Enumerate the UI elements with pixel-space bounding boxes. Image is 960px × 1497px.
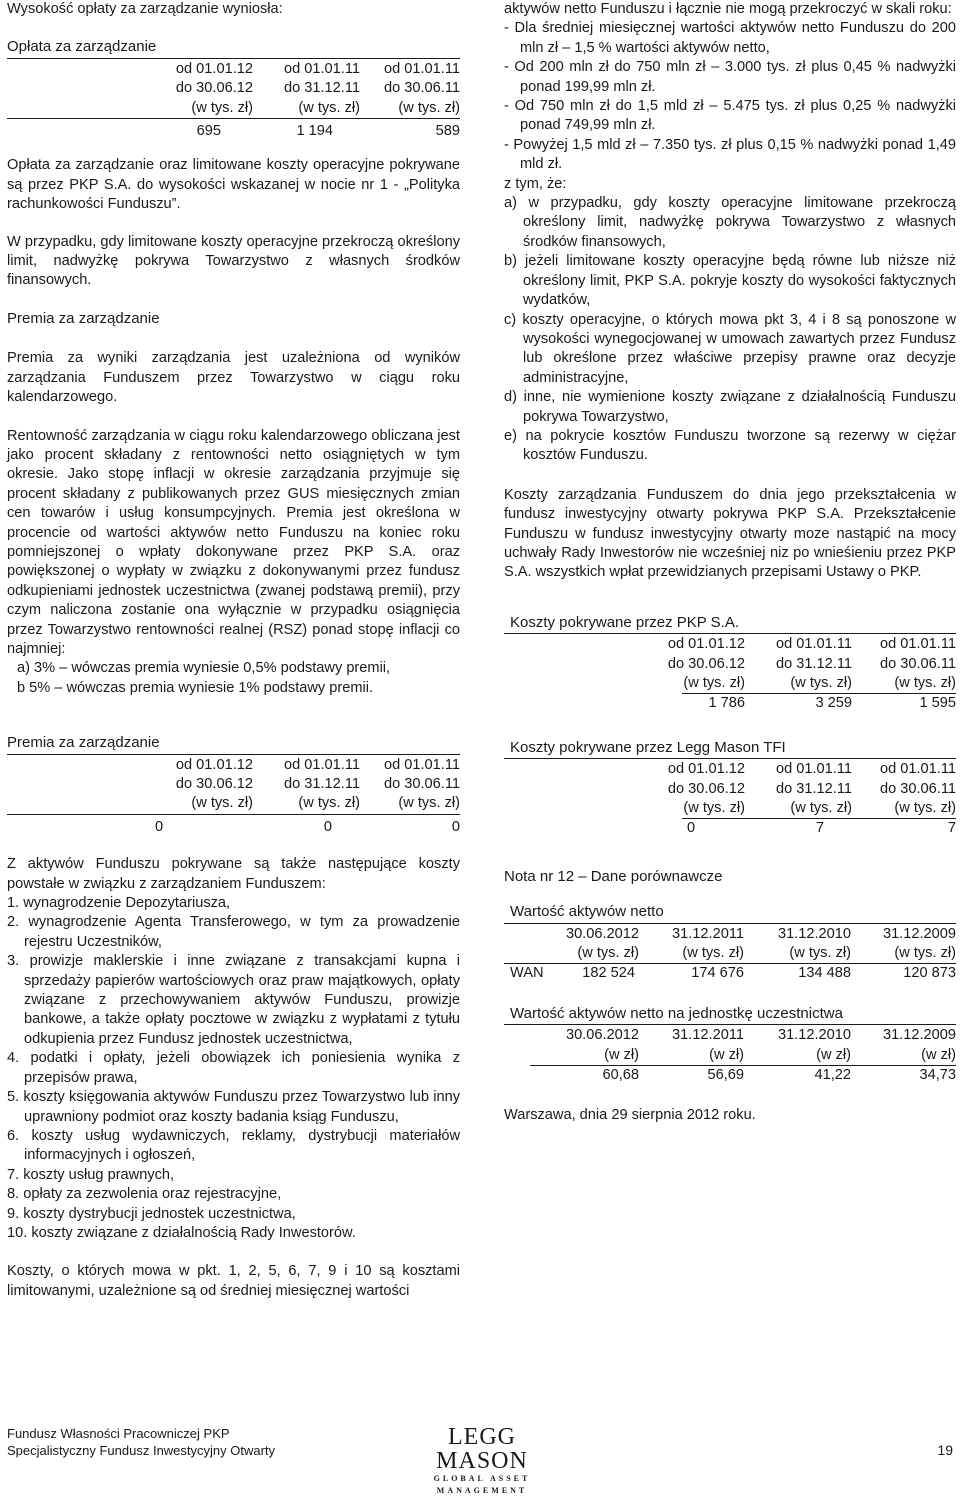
premium-col-3-h1: od 01.01.11 <box>383 756 460 773</box>
pkp-value-2: 3 259 <box>815 695 852 712</box>
premium-col-1-h3: (w tys. zł) <box>191 795 253 812</box>
premium-col-1-h2: do 30.06.12 <box>175 776 253 792</box>
list-item: - Dla średniej miesięcznej wartości aktywów netto Funduszu do 200 mln zł – 1,5 % wartości aktywów netto, <box>504 20 956 56</box>
pkp-costs-header-row-1 <box>504 635 956 654</box>
list-item: c) koszty operacyjne, o których mowa pkt 3, 4 i 8 są ponoszone w wysokości wynegocjowanej w umowach zawartych przez Fundusz lub określone przez właściwe przepisy prawne oraz decyzje administracyjne, <box>504 311 956 386</box>
wan-row-label: WAN <box>510 965 544 982</box>
list-item: a) w przypadku, gdy koszty operacyjne limitowane przekroczą określony limit, nadwyżkę pokrywa Towarzystwo z własnych środków finansowych, <box>504 195 956 250</box>
pkp-costs-header-row-2 <box>504 655 956 674</box>
list-item: 1. wynagrodzenie Depozytariusza, <box>7 895 231 912</box>
unit-value-dates-row <box>504 1026 956 1045</box>
wan-value-4: 120 873 <box>903 965 956 982</box>
left-column <box>7 0 460 1301</box>
pkp-col-2-h3: (w tys. zł) <box>790 675 852 691</box>
lm-value-3: 7 <box>947 820 956 837</box>
wan-unit-1: (w tys. zł) <box>577 945 639 962</box>
lm-costs-header-row-1 <box>504 760 956 779</box>
page-number: 19 <box>937 1442 953 1458</box>
unit-unit-1: (w zł) <box>604 1046 639 1063</box>
pkp-costs-table <box>504 613 956 714</box>
premium-col-2-h2: do 31.12.11 <box>283 776 360 792</box>
unit-date-3: 31.12.2010 <box>777 1027 851 1044</box>
pkp-value-1: 1 786 <box>708 695 745 712</box>
lm-value-2: 7 <box>815 820 824 837</box>
pkp-col-3-h3: (w tys. zł) <box>894 675 956 691</box>
wan-value-2: 174 676 <box>691 965 744 982</box>
lm-col-2-h1: od 01.01.11 <box>775 761 852 778</box>
page-footer <box>7 1425 275 1459</box>
lm-value-1: 0 <box>687 820 696 837</box>
net-assets-table <box>504 902 956 984</box>
unit-unit-4: (w zł) <box>921 1046 956 1063</box>
list-item: 9. koszty dystrybucji jednostek uczestnictwa, <box>7 1205 296 1222</box>
list-item: 5. koszty księgowania aktywów Funduszu przez Towarzystwo lub inny uprawniony podmiot oraz koszty badania ksiąg Funduszu, <box>7 1089 460 1125</box>
pkp-costs-title: Koszty pokrywane przez PKP S.A. <box>504 613 956 634</box>
fee-col-2-h1: od 01.01.11 <box>283 60 360 77</box>
fee-table-values-row <box>7 122 460 141</box>
fee-value-2: 1 194 <box>296 123 333 140</box>
unit-value-units-row <box>504 1046 956 1065</box>
footer-fund-name: Fundusz Własności Pracowniczej PKP <box>7 1426 230 1441</box>
pkp-col-1-h2: do 30.06.12 <box>667 655 745 672</box>
list-item: 4. podatki i opłaty, jeżeli obowiązek ich poniesienia wynika z przepisów prawa, <box>7 1050 460 1086</box>
wan-unit-4: (w tys. zł) <box>894 945 956 962</box>
pkp-col-3-h1: od 01.01.11 <box>879 636 956 653</box>
logo-wordmark: LEGG MASON <box>436 1424 528 1474</box>
premium-table-header-row-1 <box>7 756 460 775</box>
unit-value-table <box>504 1004 956 1086</box>
fee-coverage-paragraph: Opłata za zarządzanie oraz limitowane koszty operacyjne pokrywane są przez PKP S.A. do wysokości wskazanej w nocie nr 1 - „Polityka rachunkowości Funduszu”. <box>7 157 460 213</box>
fee-col-1-h3: (w tys. zł) <box>191 99 253 116</box>
lm-costs-values-row <box>682 818 956 838</box>
pkp-col-1-h1: od 01.01.12 <box>667 636 745 653</box>
lm-costs-table <box>504 738 956 839</box>
premium-table-values-row <box>7 818 460 837</box>
premium-heading: Premia za zarządzanie <box>7 309 160 327</box>
legg-mason-logo <box>404 1425 560 1497</box>
right-column <box>504 0 956 1125</box>
premium-condition-b: b 5% – wówczas premia wyniesie 1% podstawy premii. <box>17 679 374 696</box>
fee-value-3: 589 <box>435 123 460 140</box>
premium-col-3-h3: (w tys. zł) <box>398 795 460 812</box>
fee-col-3-h2: do 30.06.11 <box>383 80 460 97</box>
premium-table-header-row-2 <box>7 775 460 794</box>
pkp-costs-values-row <box>682 693 956 713</box>
premium-value-3: 0 <box>451 818 460 835</box>
wan-value-3: 134 488 <box>798 965 851 982</box>
unit-unit-3: (w zł) <box>816 1046 851 1063</box>
limit-exceeded-paragraph: W przypadku, gdy limitowane koszty operacyjne przekroczą określony limit, nadwyżkę pokrywa Towarzystwo z własnych środków finansowych. <box>7 233 460 289</box>
lm-costs-header-row-2 <box>504 780 956 799</box>
premium-col-2-h3: (w tys. zł) <box>298 795 360 812</box>
unit-value-title: Wartość aktywów netto na jednostkę uczestnictwa <box>504 1004 956 1025</box>
lm-col-3-h1: od 01.01.11 <box>879 761 956 778</box>
conditions-intro: z tym, że: <box>504 175 567 192</box>
pkp-col-3-h2: do 30.06.11 <box>879 655 956 672</box>
premium-col-1-h1: od 01.01.12 <box>175 756 253 773</box>
fee-col-1-h2: do 30.06.12 <box>175 80 253 97</box>
wan-unit-3: (w tys. zł) <box>789 945 851 962</box>
fee-intro: Wysokość opłaty za zarządzanie wyniosła: <box>7 1 283 17</box>
unit-value-3: 41,22 <box>814 1067 851 1084</box>
premium-col-3-h2: do 30.06.11 <box>383 776 460 792</box>
net-assets-dates-row <box>504 925 956 944</box>
lm-col-2-h3: (w tys. zł) <box>790 800 852 817</box>
list-item: e) na pokrycie kosztów Funduszu tworzone są rezerwy w ciężar kosztów Funduszu. <box>504 427 956 464</box>
premium-value-2: 0 <box>323 818 332 835</box>
pkp-value-3: 1 595 <box>919 695 956 712</box>
lm-col-1-h1: od 01.01.12 <box>667 761 745 778</box>
net-assets-title: Wartość aktywów netto <box>504 902 956 923</box>
fee-table <box>7 37 460 141</box>
lm-costs-header-row-3 <box>504 799 956 818</box>
list-item: 6. koszty usług wydawniczych, reklamy, dystrybucji materiałów informacyjnych i ogłoszeń, <box>7 1127 460 1164</box>
fee-col-2-h3: (w tys. zł) <box>298 99 360 116</box>
unit-value-values-row <box>530 1065 956 1085</box>
list-item: 3. prowizje maklerskie i inne związane z transakcjami kupna i sprzedaży papierów wartościowych oraz praw majątkowych, opłaty związane z przechowywaniem aktywów Funduszu, prowizje bankowe, a także opłaty pocztowe w związku z wypłatami z tytułu odkupienia przez Fundusz jednostek uczestnictwa, <box>7 953 460 1047</box>
net-assets-units-row <box>504 944 956 964</box>
wan-date-3: 31.12.2010 <box>777 925 851 942</box>
unit-value-2: 56,69 <box>707 1067 744 1084</box>
pkp-col-1-h3: (w tys. zł) <box>683 675 745 691</box>
conditions-list <box>504 194 956 466</box>
limited-costs-paragraph: Koszty, o których mowa w pkt. 1, 2, 5, 6, 7, 9 i 10 są kosztami limitowanymi, uzależnione są od średniej miesięcznej wartości <box>7 1263 460 1299</box>
footer-fund-type: Specjalistyczny Fundusz Inwestycyjny Otwarty <box>7 1443 276 1458</box>
wan-date-2: 31.12.2011 <box>672 925 744 942</box>
premium-paragraph-2: Rentowność zarządzania w ciągu roku kalendarzowego obliczana jest jako procent składany z rentowności netto osiągniętych w tym okresie. Jako stopę inflacji w okresie zarządzania przyjmuje się procent składany z publikowanych przez GUS miesięcznych zmian cen towarów i usług konsumpcyjnych. Premia jest określona w procencie od wartości aktywów netto Funduszu na koniec roku pomniejszonej o wpłaty dokonywane przez PKP S.A. oraz powiększonej o wypłaty w związku z dokonywanymi przez fundusz odkupieniami jednostek uczestnictwa (zwanej podstawą premii), przy czym naliczona zostanie ona wyłącznie w przypadku osiągnięcia przez Towarzystwo rentowności realnej (RSZ) ponad stopę inflacji co najmniej: <box>7 427 460 657</box>
list-item: 2. wynagrodzenie Agenta Transferowego, w tym za prowadzenie rejestru Uczestników, <box>7 914 460 950</box>
premium-table-header-row-3 <box>7 794 460 814</box>
list-item: b) jeżeli limitowane koszty operacyjne będą równe lub niższe niż określony limit, PKP S.A. pokryje koszty do wysokości faktycznych wydatków, <box>504 253 956 309</box>
lm-col-3-h3: (w tys. zł) <box>894 800 956 817</box>
fee-table-header-row-1 <box>7 60 460 79</box>
lm-col-1-h2: do 30.06.12 <box>667 780 745 797</box>
list-item: d) inne, nie wymienione koszty związane z działalnością Funduszu pokrywa Towarzystwo, <box>504 389 956 425</box>
lm-col-3-h2: do 30.06.11 <box>879 780 956 797</box>
fee-col-1-h1: od 01.01.12 <box>175 60 253 77</box>
list-item: 10. koszty związane z działalnością Rady Inwestorów. <box>7 1224 356 1241</box>
premium-table <box>7 733 460 837</box>
pkp-col-2-h1: od 01.01.11 <box>775 636 852 653</box>
list-item: 8. opłaty za zezwolenia oraz rejestracyjne, <box>7 1186 282 1203</box>
fee-table-header-row-2 <box>7 79 460 98</box>
pkp-col-2-h2: do 31.12.11 <box>775 655 852 672</box>
list-item: - Od 200 mln zł do 750 mln zł – 3.000 tys. zł plus 0,45 % nadwyżki ponad 199,99 mln zł. <box>504 59 956 95</box>
logo-tagline: GLOBAL ASSET MANAGEMENT <box>433 1474 531 1495</box>
premium-condition-a: a) 3% – wówczas premia wyniesie 0,5% podstawy premii, <box>17 660 391 677</box>
additional-costs-intro: Z aktywów Funduszu pokrywane są także następujące koszty powstałe w związku z zarządzaniem Funduszem: <box>7 856 460 892</box>
unit-unit-2: (w zł) <box>709 1046 744 1063</box>
unit-date-4: 31.12.2009 <box>882 1027 956 1044</box>
pkp-costs-header-row-3 <box>504 674 956 693</box>
limits-list <box>504 19 956 174</box>
list-item: - Od 750 mln zł do 1,5 mld zł – 5.475 tys. zł plus 0,25 % nadwyżki ponad 749,99 mln zł. <box>504 98 956 134</box>
list-item: 7. koszty usług prawnych, <box>7 1166 175 1183</box>
premium-table-title: Premia za zarządzanie <box>7 733 460 754</box>
wan-unit-2: (w tys. zł) <box>682 945 744 962</box>
wan-date-4: 31.12.2009 <box>882 925 956 942</box>
lm-col-1-h3: (w tys. zł) <box>683 800 745 817</box>
fee-col-2-h2: do 31.12.11 <box>283 80 360 97</box>
lm-costs-title: Koszty pokrywane przez Legg Mason TFI <box>504 738 956 759</box>
unit-value-1: 60,68 <box>602 1067 639 1084</box>
unit-date-2: 31.12.2011 <box>672 1027 744 1044</box>
premium-paragraph-1: Premia za wyniki zarządzania jest uzależniona od wyników zarządzania Funduszem przez Towarzystwo w ciągu roku kalendarzowego. <box>7 350 460 406</box>
list-item: - Powyżej 1,5 mld zł – 7.350 tys. zł plus 0,15 % nadwyżki ponad 1,49 mld zł. <box>504 136 956 173</box>
unit-date-1: 30.06.2012 <box>565 1027 639 1044</box>
limits-intro: aktywów netto Funduszu i łącznie nie mogą przekroczyć w skali roku: <box>504 1 952 17</box>
fee-col-3-h1: od 01.01.11 <box>383 60 460 77</box>
net-assets-values-row <box>504 964 956 983</box>
additional-costs-list <box>7 894 460 1243</box>
lm-col-2-h2: do 31.12.11 <box>775 780 852 797</box>
unit-value-4: 34,73 <box>919 1067 956 1084</box>
signature-place-date: Warszawa, dnia 29 sierpnia 2012 roku. <box>504 1106 756 1123</box>
fee-table-header-row-3 <box>7 99 460 119</box>
wan-value-1: 182 524 <box>582 965 635 982</box>
fee-col-3-h3: (w tys. zł) <box>398 99 460 116</box>
fee-value-1: 695 <box>196 123 221 140</box>
note-12-heading: Nota nr 12 – Dane porównawcze <box>504 867 723 885</box>
premium-value-1: 0 <box>155 818 164 835</box>
premium-col-2-h1: od 01.01.11 <box>283 756 360 773</box>
wan-date-1: 30.06.2012 <box>565 925 639 942</box>
fee-table-title: Opłata za zarządzanie <box>7 37 460 58</box>
transformation-paragraph: Koszty zarządzania Funduszem do dnia jego przekształcenia w fundusz inwestycyjny otwarty pokrywa PKP S.A. Przekształcenie Funduszu w fundusz inwestycyjny otwarty moze nastąpić na mocy uchwały Rady Inwestorów nie wcześniej niz po wnieśieniu przez PKP S.A. wszystkich wpłat przewidzianych przepisami Ustawy o PKP. <box>504 486 956 581</box>
